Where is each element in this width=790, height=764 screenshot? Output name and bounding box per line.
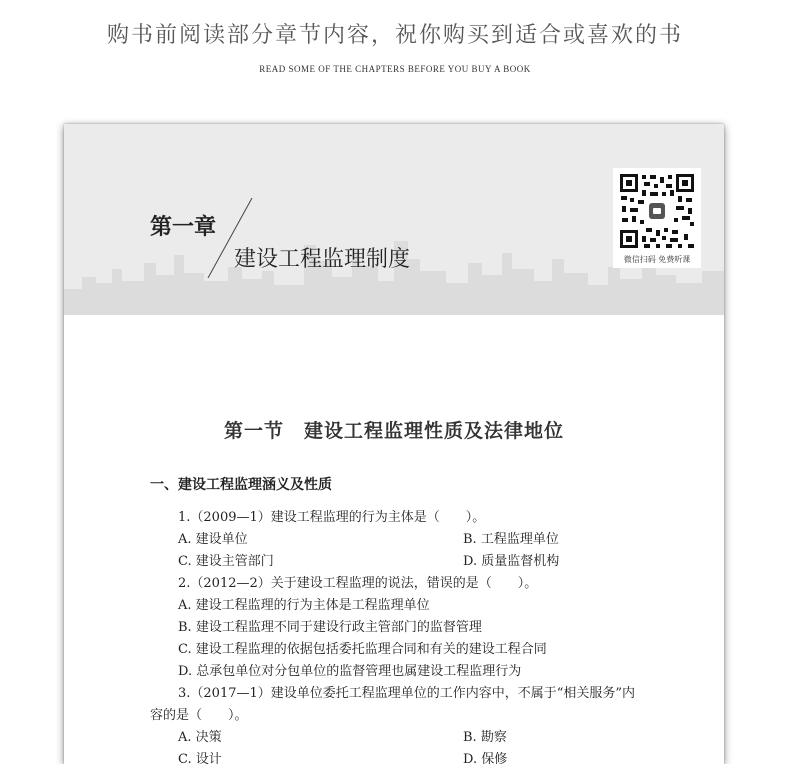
question-1-option-c: C. 建设主管部门 [178,554,274,569]
question-3-option-a: A. 决策 [178,730,222,745]
book-page [64,124,724,764]
banner-subtitle: READ SOME OF THE CHAPTERS BEFORE YOU BUY A BOOK [259,64,531,74]
question-3-option-d: D. 保修 [463,752,508,764]
question-2-option-a: A. 建设工程监理的行为主体是工程监理单位 [178,598,430,613]
chapter-number: 第一章 [150,214,217,240]
question-1-stem: 1.（2009—1）建设工程监理的行为主体是（ ）。 [178,510,486,525]
question-1-option-d: D. 质量监督机构 [463,554,560,569]
question-2-option-c: C. 建设工程监理的依据包括委托监理合同和有关的建设工程合同 [178,642,547,657]
question-3-stem-line1: 3.（2017—1）建设单位委托工程监理单位的工作内容中，不属于“相关服务”内 [178,686,636,701]
qr-code-icon [618,172,696,250]
question-2-option-b: B. 建设工程监理不同于建设行政主管部门的监督管理 [178,620,482,635]
question-3-option-b: B. 勘察 [463,730,507,745]
question-3-option-c: C. 设计 [178,752,222,764]
chapter-title: 建设工程监理制度 [234,247,411,272]
chapter-header [64,124,724,315]
question-3-stem-line2: 容的是（ ）。 [150,708,248,723]
question-1-option-a: A. 建设单位 [178,532,248,547]
question-1-option-b: B. 工程监理单位 [463,532,559,547]
banner-title: 购书前阅读部分章节内容，祝你购买到适合或喜欢的书 [106,23,683,48]
question-2-stem: 2.（2012—2）关于建设工程监理的说法，错误的是（ ）。 [178,576,538,591]
section-title: 第一节 建设工程监理性质及法律地位 [223,420,564,442]
qr-caption: 微信扫码 免费听课 [623,255,691,264]
subsection-heading: 一、建设工程监理涵义及性质 [150,477,332,493]
question-2-option-d: D. 总承包单位对分包单位的监督管理也属建设工程监理行为 [178,664,522,679]
qr-code-box[interactable] [613,168,701,268]
